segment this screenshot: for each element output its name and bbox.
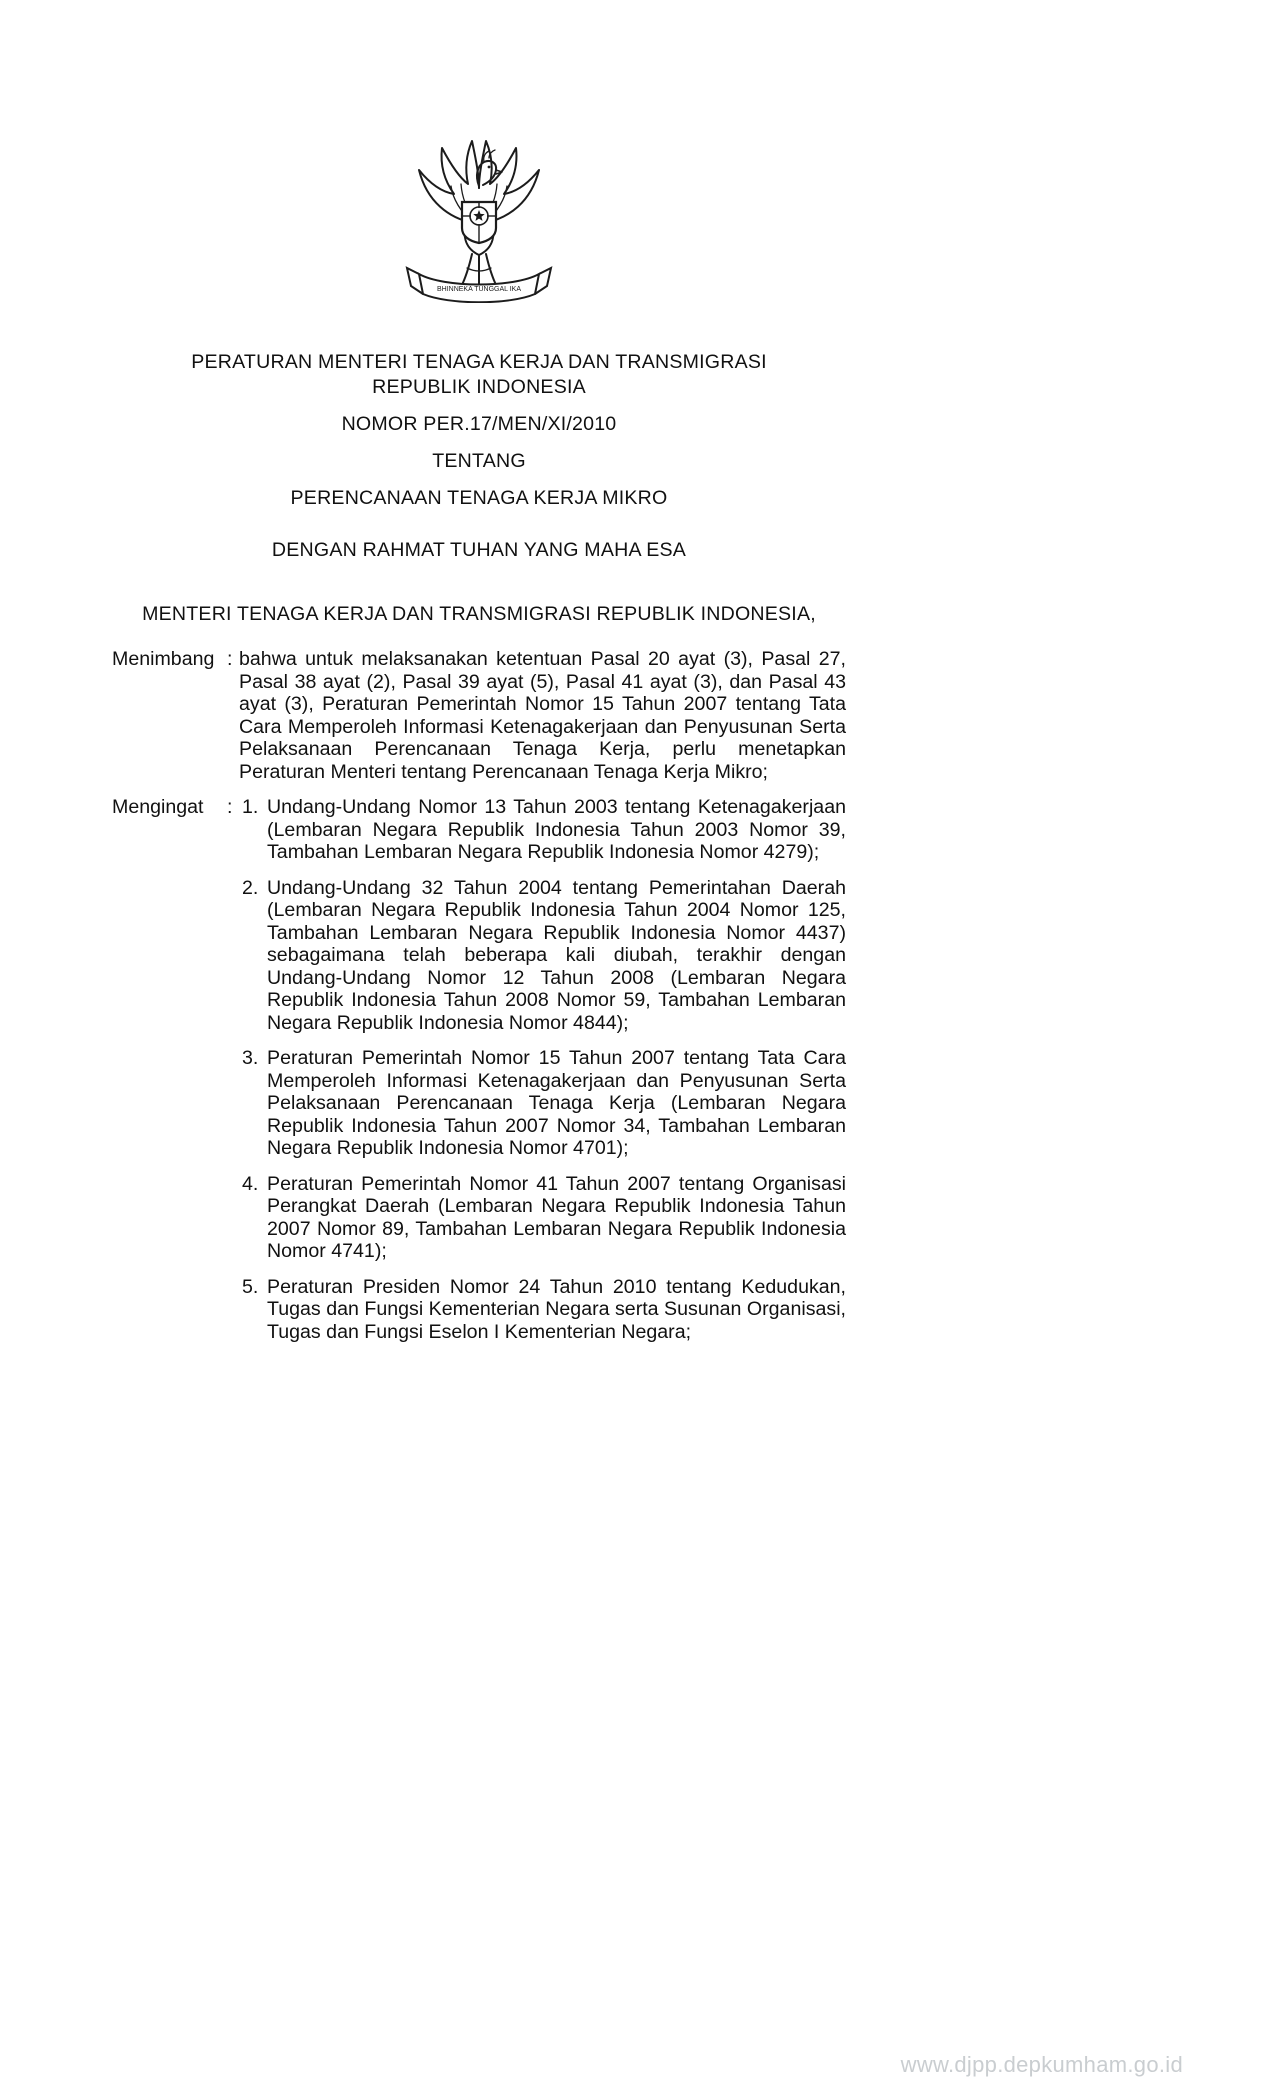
pancasila-shield-icon xyxy=(462,202,496,243)
list-item-text: Undang-Undang Nomor 13 Tahun 2003 tentang Ketenagakerjaan (Lembaran Negara Republik Indonesia Tahun 2003 Nomor 39, Tambahan Lembaran Negara Republik Indonesia Nomor 4279); xyxy=(267,796,846,863)
legal-basis-list xyxy=(239,796,846,1343)
garuda-pancasila-icon xyxy=(399,128,559,303)
title-block xyxy=(112,350,846,400)
doc-title-line2: REPUBLIK INDONESIA xyxy=(372,376,586,398)
clause-colon: : xyxy=(227,796,233,818)
watermark-url: www.djpp.depkumham.go.id xyxy=(900,2052,1183,2077)
list-item-text: Peraturan Presiden Nomor 24 Tahun 2010 tentang Kedudukan, Tugas dan Fungsi Kementerian Negara serta Susunan Organisasi, Tugas dan Fungsi Eselon I Kementerian Negara; xyxy=(267,1275,846,1343)
clause-mengingat xyxy=(112,796,846,1343)
list-item xyxy=(239,1276,846,1344)
clause-body-text: bahwa untuk melaksanakan ketentuan Pasal 20 ayat (3), Pasal 27, Pasal 38 ayat (2), Pasal 39 ayat (5), Pasal 41 ayat (3), dan Pasal 43 ayat (3), Peraturan Pemerintah Nomor 15 Tahun 2007 tentang Tata Cara Memperoleh Informasi Ketenagakerjaan dan Penyusunan Serta Pelaksanaan Perencanaan Tenaga Kerja, perlu menetapkan Peraturan Menteri tentang Perencanaan Tenaga Kerja Mikro; xyxy=(239,648,846,783)
list-item-number: 4. xyxy=(242,1172,259,1195)
doc-number: NOMOR PER.17/MEN/XI/2010 xyxy=(341,413,617,435)
list-item-number: 2. xyxy=(242,876,259,899)
garuda-pancasila-emblem xyxy=(399,128,559,308)
list-item-text: Peraturan Pemerintah Nomor 41 Tahun 2007 tentang Organisasi Perangkat Daerah (Lembaran Negara Republik Indonesia Tahun 2007 Nomor 89, Tambahan Lembaran Negara Republik Indonesia Nomor 4741); xyxy=(267,1172,846,1262)
list-item-number: 3. xyxy=(242,1047,259,1069)
clause-label: Mengingat xyxy=(112,796,204,818)
document-content xyxy=(112,0,846,1343)
list-item xyxy=(239,796,846,864)
emblem-motto-text: BHINNEKA TUNGGAL IKA xyxy=(436,286,522,293)
list-item-number: 5. xyxy=(242,1275,259,1298)
list-item-number: 1. xyxy=(242,796,259,818)
clause-menimbang xyxy=(112,648,846,783)
list-item xyxy=(239,1047,846,1160)
list-item-text: Undang-Undang 32 Tahun 2004 tentang Pemerintahan Daerah (Lembaran Negara Republik Indonesia Tahun 2004 Nomor 125, Tambahan Lembaran Negara Republik Indonesia Nomor 4437) sebagaimana telah beberapa kali diubah, terakhir dengan Undang-Undang Nomor 12 Tahun 2008 (Lembaran Negara Republik Indonesia Tahun 2008 Nomor 59, Tambahan Lembaran Negara Republik Indonesia Nomor 4844); xyxy=(267,876,846,1034)
clause-label: Menimbang xyxy=(112,648,215,670)
clause-colon: : xyxy=(227,648,233,670)
list-item-text: Peraturan Pemerintah Nomor 15 Tahun 2007 tentang Tata Cara Memperoleh Informasi Ketenagakerjaan dan Penyusunan Serta Pelaksanaan Perencanaan Tenaga Kerja (Lembaran Negara Republik Indonesia Tahun 2007 Nomor 34, Tambahan Lembaran Negara Republik Indonesia Nomor 4701); xyxy=(267,1047,846,1159)
list-item xyxy=(239,1173,846,1263)
authority-line: MENTERI TENAGA KERJA DAN TRANSMIGRASI REPUBLIK INDONESIA, xyxy=(142,603,816,625)
doc-subject: PERENCANAAN TENAGA KERJA MIKRO xyxy=(290,487,668,509)
doc-title-line1: PERATURAN MENTERI TENAGA KERJA DAN TRANSMIGRASI xyxy=(191,351,767,373)
invocation-line: DENGAN RAHMAT TUHAN YANG MAHA ESA xyxy=(271,539,687,561)
list-item xyxy=(239,877,846,1035)
tentang-label: TENTANG xyxy=(432,450,526,472)
